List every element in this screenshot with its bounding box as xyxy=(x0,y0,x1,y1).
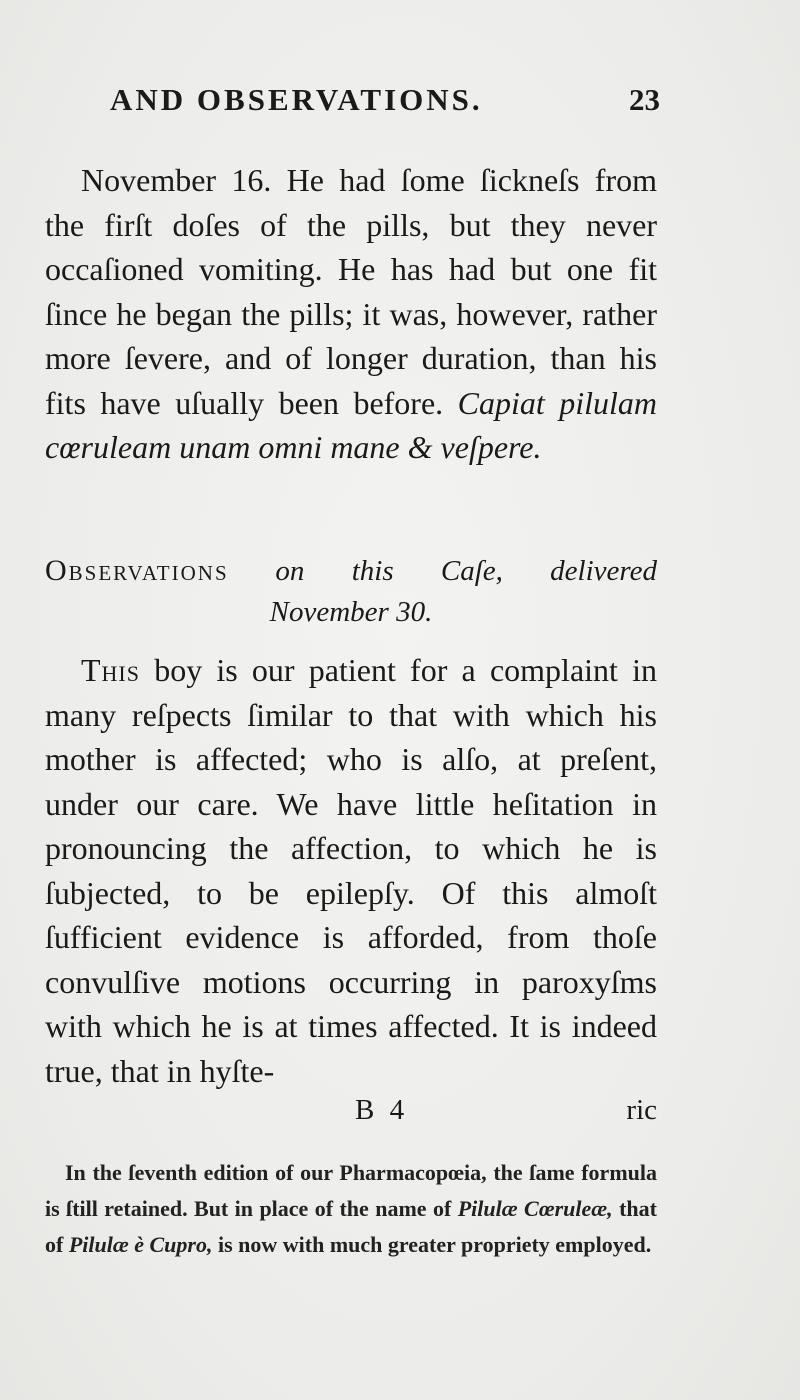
observations-heading-rest: on this Caſe, delivered xyxy=(275,555,657,587)
footnote-part-3: is now with much greater propriety employed. xyxy=(217,1232,652,1257)
footnote-italic-1: Pilulæ Cœruleæ, xyxy=(457,1196,613,1221)
page-header xyxy=(100,82,660,132)
observations-caps: Observations xyxy=(45,554,229,587)
footnote xyxy=(45,1155,657,1263)
paragraph-text: boy is our patient for a complaint in many reſpects ſimilar to that with which his mother is affected; who is alſo, at preſent, under our care. We have little heſitation in pronouncing the affection, to which he is ſubjected, to be epilepſy. Of this almoſt ſufficient evidence is afforded, from thoſe convulſive motions occurring in paroxyſms with which he is at times affected. It is indeed true, that in hyſte- xyxy=(45,652,658,1089)
catchword: ric xyxy=(626,1094,657,1126)
signature-mark: B 4 xyxy=(355,1094,409,1126)
footnote-italic-2: Pilulæ è Cupro, xyxy=(68,1232,213,1257)
paragraph-observations xyxy=(45,648,657,1093)
footnote-part-2: that of xyxy=(45,1196,657,1257)
signature-line xyxy=(45,1094,657,1134)
latin-prescription: Capiat pilulam cœruleam unam omni mane & veſpere. xyxy=(45,384,658,465)
paragraph-lead-word: This xyxy=(81,652,140,688)
page-number: 23 xyxy=(629,82,660,117)
running-head: AND OBSERVATIONS. xyxy=(110,82,483,117)
observations-heading xyxy=(45,548,657,594)
footnote-part-1: In the ſeventh edition of our Pharmacopœia, the ſame formula is ſtill retained. But in place of the name of xyxy=(45,1160,657,1221)
paragraph-november-16 xyxy=(45,158,657,470)
footnote-text xyxy=(45,1155,657,1263)
paragraph-text: November 16. He had ſome ſickneſs from the firſt doſes of the pills, but they never occaſioned vomiting. He has had but one fit ſince he began the pills; it was, however, rather more ſevere, and of longer duration, than his fits have uſually been before. xyxy=(45,162,657,421)
observations-date xyxy=(45,592,657,632)
observations-date-text: November 30. xyxy=(269,596,433,628)
